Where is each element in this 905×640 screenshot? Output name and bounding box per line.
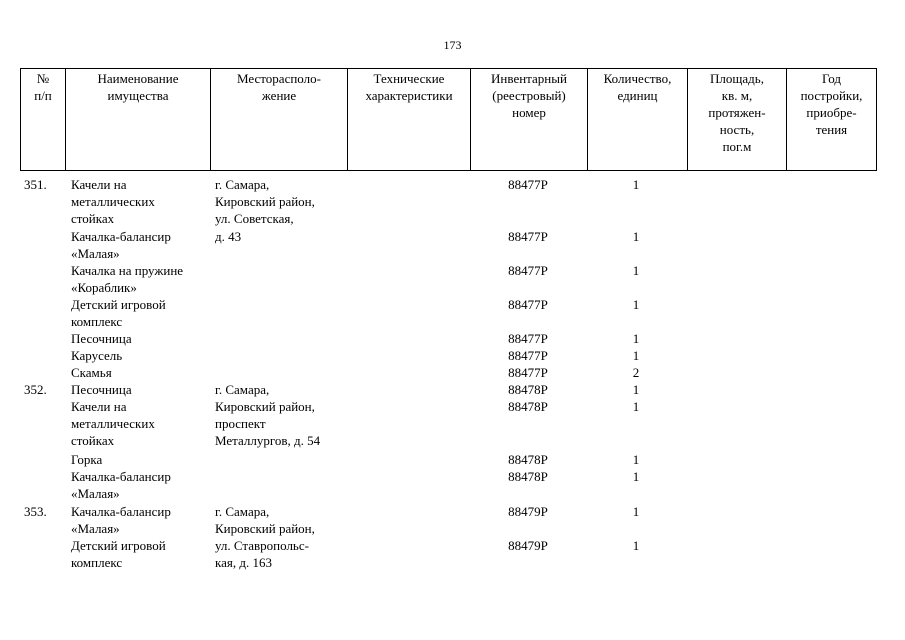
row-quantity: 1 — [632, 348, 640, 363]
page-number: 173 — [443, 38, 462, 52]
row-number: 352. — [24, 382, 47, 397]
row-number: 353. — [24, 504, 47, 519]
row-quantity: 1 — [632, 504, 640, 519]
row-quantity: 1 — [632, 263, 640, 278]
row-inventory: 88477Р — [508, 263, 548, 278]
row-name: Качалка-балансир «Малая» — [71, 469, 171, 501]
row-location: г. Самара, Кировский район, ул. Советская, — [215, 177, 315, 226]
row-name: Качалка-балансир «Малая» — [71, 229, 171, 261]
row-quantity: 1 — [632, 538, 640, 553]
row-inventory: 88478Р — [508, 399, 548, 414]
row-location: г. Самара, Кировский район, — [215, 504, 315, 536]
row-name: Песочница — [71, 382, 132, 397]
row-quantity: 1 — [632, 382, 640, 397]
row-quantity: 1 — [632, 452, 640, 467]
row-quantity: 2 — [632, 365, 640, 380]
row-name: Песочница — [71, 331, 132, 346]
header-row — [21, 69, 877, 171]
row-quantity: 1 — [632, 177, 640, 192]
row-inventory: 88477Р — [508, 365, 548, 380]
header-cell-year: Год постройки, приобре- тения — [787, 69, 877, 171]
row-quantity: 1 — [632, 229, 640, 244]
row-name: Детский игровой комплекс — [71, 297, 166, 329]
row-inventory: 88478Р — [508, 452, 548, 467]
row-quantity: 1 — [632, 469, 640, 484]
row-name: Качели на металлических стойках — [71, 177, 155, 226]
row-name: Скамья — [71, 365, 112, 380]
row-location: Кировский район, проспект Металлургов, д. 54 — [215, 399, 321, 448]
header-cell-location: Месторасполо- жение — [211, 69, 348, 171]
row-name: Карусель — [71, 348, 123, 363]
row-name: Качалка-балансир «Малая» — [71, 504, 171, 536]
row-inventory: 88478Р — [508, 469, 548, 484]
row-location: д. 43 — [215, 229, 242, 244]
header-cell-inventory: Инвентарный (реестровый) номер — [471, 69, 588, 171]
header-cell-name: Наименование имущества — [66, 69, 211, 171]
table-header — [20, 68, 877, 171]
header-cell-quantity: Количество, единиц — [588, 69, 688, 171]
row-name: Детский игровой комплекс — [71, 538, 166, 570]
row-quantity: 1 — [632, 399, 640, 414]
row-location: г. Самара, — [215, 382, 270, 397]
row-location: ул. Ставропольс- кая, д. 163 — [215, 538, 309, 570]
row-inventory: 88477Р — [508, 348, 548, 363]
row-inventory: 88479Р — [508, 504, 548, 519]
header-cell-number: № п/п — [21, 69, 66, 171]
row-inventory: 88477Р — [508, 177, 548, 192]
header-cell-area: Площадь, кв. м, протяжен- ность, пог.м — [688, 69, 787, 171]
row-name: Качалка на пружине «Кораблик» — [71, 263, 184, 295]
row-inventory: 88477Р — [508, 297, 548, 312]
header-cell-specs: Технические характеристики — [348, 69, 471, 171]
row-inventory: 88477Р — [508, 331, 548, 346]
row-inventory: 88477Р — [508, 229, 548, 244]
row-quantity: 1 — [632, 297, 640, 312]
row-inventory: 88478Р — [508, 382, 548, 397]
row-name: Горка — [71, 452, 103, 467]
row-quantity: 1 — [632, 331, 640, 346]
row-inventory: 88479Р — [508, 538, 548, 553]
row-number: 351. — [24, 177, 47, 192]
row-name: Качели на металлических стойках — [71, 399, 155, 448]
